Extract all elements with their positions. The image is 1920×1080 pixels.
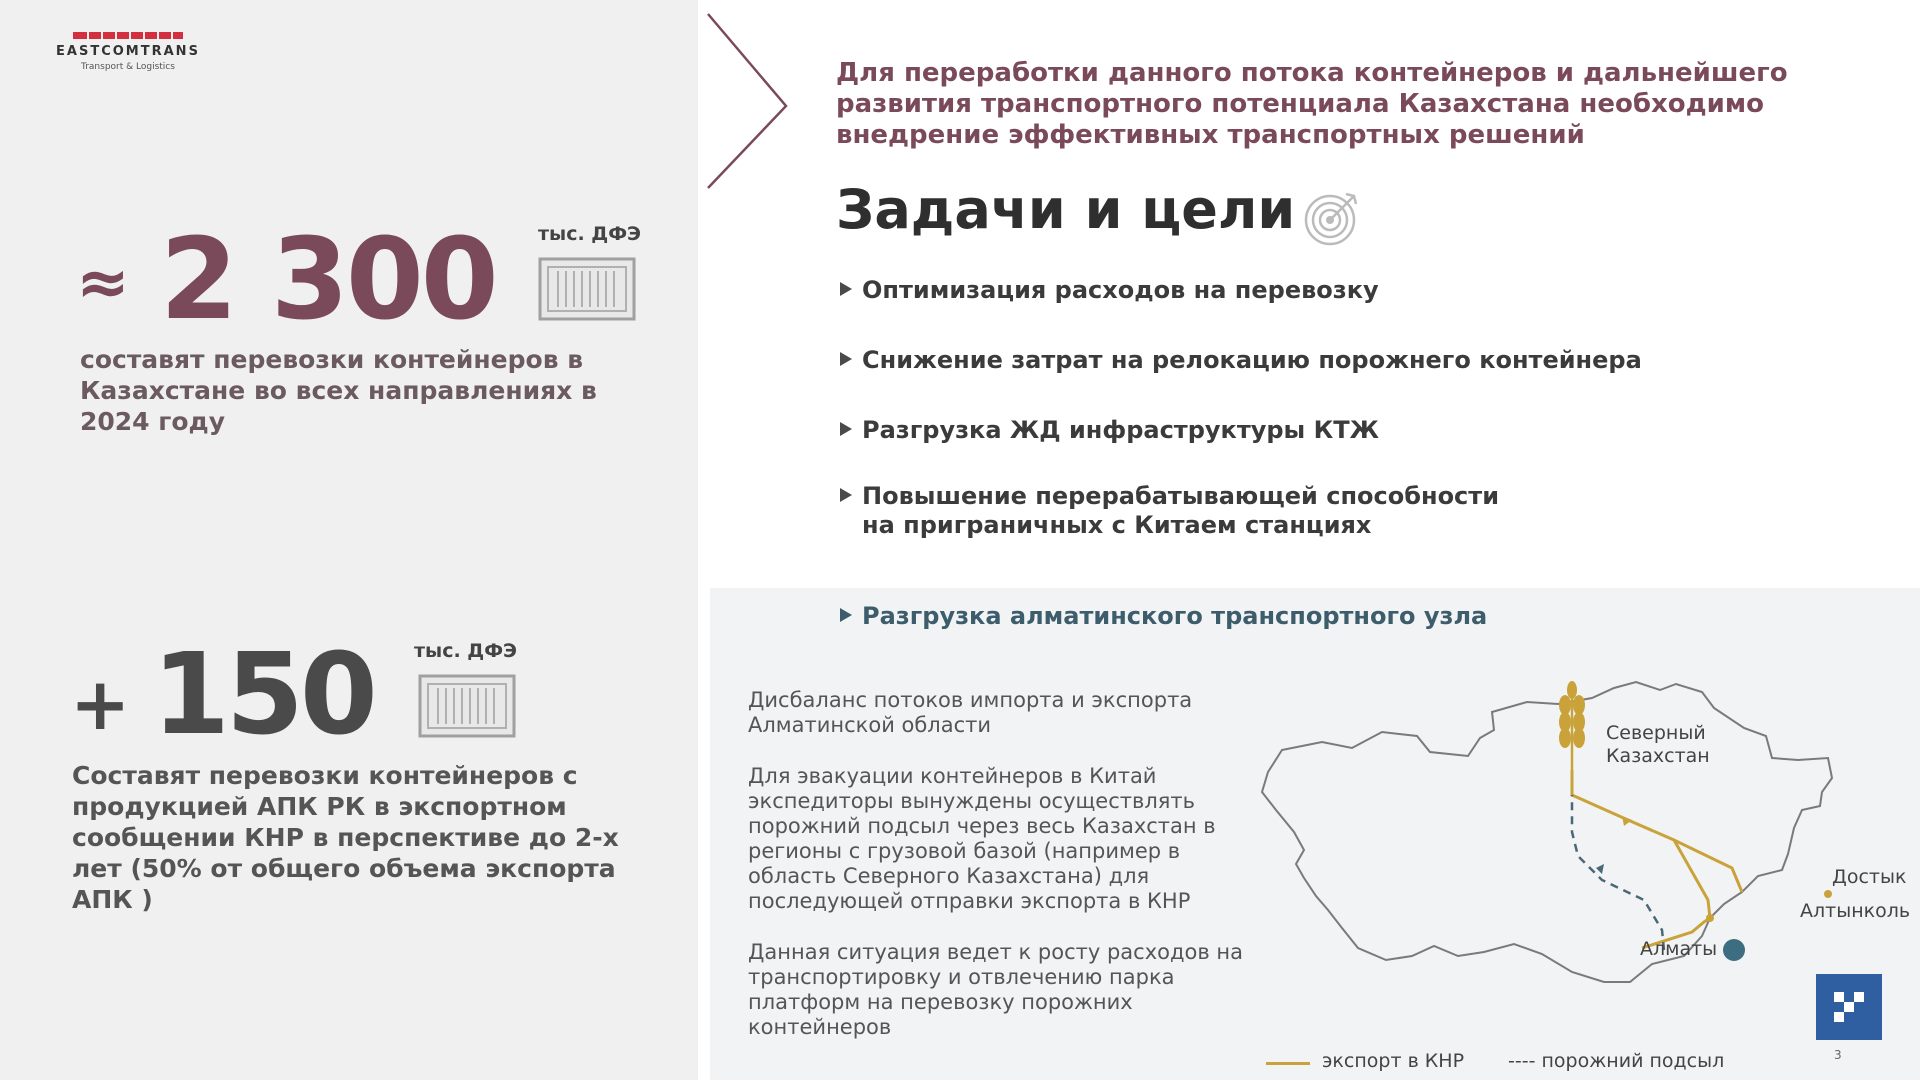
section-title: Задачи и цели bbox=[836, 178, 1296, 241]
stat1-prefix: ≈ bbox=[76, 246, 130, 320]
almaty-marker bbox=[1723, 939, 1745, 961]
stat1-value: 2 300 bbox=[160, 215, 496, 345]
goal-item: Разгрузка ЖД инфраструктуры КТЖ bbox=[840, 416, 1379, 445]
qr-logo-icon bbox=[1816, 974, 1882, 1040]
altynkol-marker bbox=[1706, 914, 1714, 922]
kazakhstan-map bbox=[1232, 660, 1892, 1040]
company-logo bbox=[38, 32, 218, 76]
export-route bbox=[1572, 770, 1742, 892]
paragraph-evacuation: Для эвакуации контейнеров в Китай экспедиторы вынуждены осуществлять порожний подсыл через весь Казахстан в регионы с грузовой базой (например в область Северного Казахстана) для последующей отправки экспорта в КНР bbox=[748, 764, 1216, 913]
stat2-description: Составят перевозки контейнеров с продукцией АПК РК в экспортном сообщении КНР в перспективе до 2-х лет (50% от общего объема экспорта АПК ) bbox=[72, 761, 619, 914]
goal-item: Повышение перерабатывающей способности на приграничных с Китаем станциях bbox=[840, 482, 1540, 540]
route-arrow-icon bbox=[1596, 864, 1604, 874]
map-label-north: Северный Казахстан bbox=[1606, 722, 1710, 767]
export-route-junction bbox=[1674, 840, 1710, 918]
left-panel bbox=[0, 0, 698, 1080]
legend-export-label: экспорт в КНР bbox=[1322, 1050, 1465, 1072]
page-number: 3 bbox=[1834, 1048, 1842, 1062]
logo-tagline: Transport & Logistics bbox=[81, 62, 175, 72]
shipping-container-icon bbox=[538, 257, 636, 321]
wheat-icon bbox=[1559, 681, 1585, 770]
goal-item: Снижение затрат на релокацию порожнего контейнера bbox=[840, 346, 1642, 375]
stat2-prefix: + bbox=[70, 662, 131, 746]
paragraph-imbalance: Дисбаланс потоков импорта и экспорта Алматинской области bbox=[748, 688, 1193, 737]
logo-bars-icon bbox=[73, 32, 183, 40]
stat2-value: 150 bbox=[152, 630, 374, 760]
bullet-arrow-icon bbox=[840, 352, 852, 366]
kazakhstan-outline bbox=[1262, 682, 1832, 982]
logo-wordmark: EASTCOMTRANS bbox=[56, 44, 200, 59]
legend-empty-label: ---- порожний подсыл bbox=[1508, 1050, 1725, 1072]
empty-relocation-route bbox=[1572, 795, 1664, 950]
target-icon bbox=[1304, 190, 1360, 246]
map-label-dostyk: Достык bbox=[1832, 866, 1907, 888]
bullet-arrow-icon bbox=[840, 488, 852, 502]
map-label-almaty: Алматы bbox=[1640, 938, 1718, 960]
chevron-divider bbox=[690, 0, 810, 200]
shipping-container-icon bbox=[418, 674, 516, 738]
map-label-altynkol: Алтынколь bbox=[1800, 900, 1911, 922]
legend-export-line bbox=[1266, 1062, 1310, 1065]
highlight-goal: Разгрузка алматинского транспортного узла bbox=[840, 602, 1487, 630]
stat2-unit: тыс. ДФЭ bbox=[414, 640, 517, 662]
headline: Для переработки данного потока контейнеров и дальнейшего развития транспортного потенциала Казахстана необходимо внедрение эффективных транспортных решений bbox=[836, 58, 1788, 150]
stat1-unit: тыс. ДФЭ bbox=[538, 223, 641, 245]
bullet-arrow-icon bbox=[840, 422, 852, 436]
route-arrow-icon bbox=[1622, 816, 1632, 826]
stat1-description: составят перевозки контейнеров в Казахстане во всех направлениях в 2024 году bbox=[80, 345, 597, 436]
bullet-arrow-icon bbox=[840, 282, 852, 296]
paragraph-consequence: Данная ситуация ведет к росту расходов на транспортировку и отвлечению парка платформ на перевозку порожних контейнеров bbox=[748, 940, 1243, 1039]
bullet-arrow-icon bbox=[840, 608, 852, 622]
dostyk-marker bbox=[1824, 890, 1832, 898]
goal-item: Оптимизация расходов на перевозку bbox=[840, 276, 1379, 305]
